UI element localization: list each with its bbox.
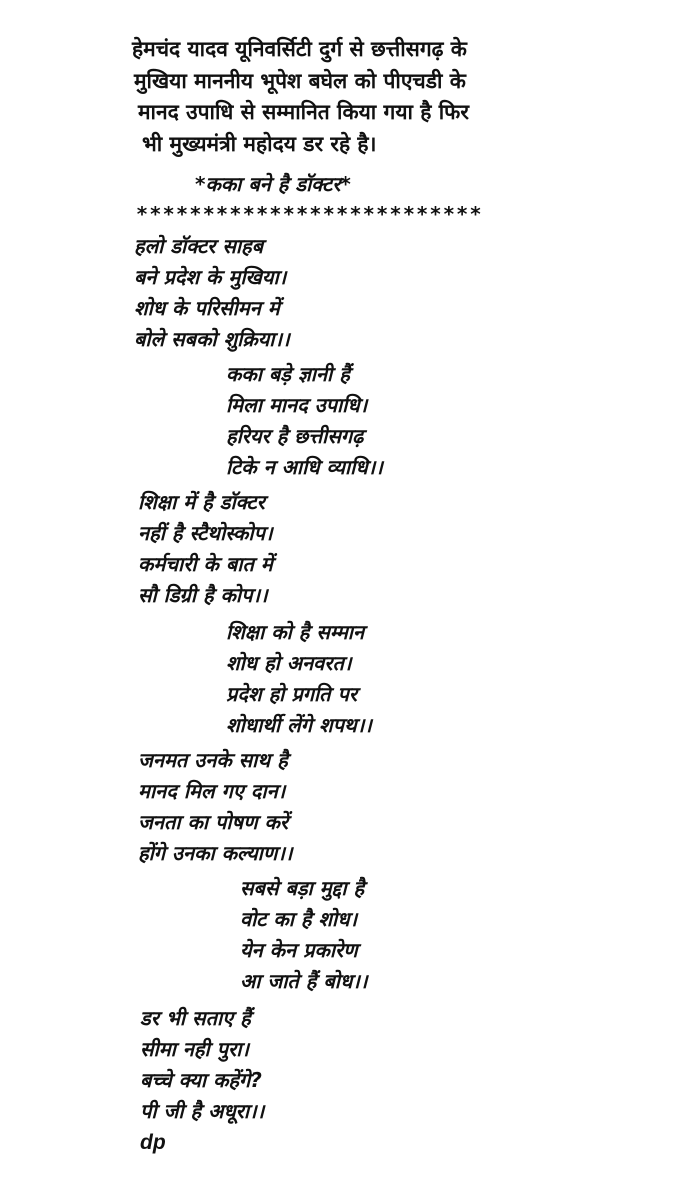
intro-line: हेमचंद यादव यूनिवर्सिटी दुर्ग से छत्तीसगढ़ के bbox=[132, 37, 467, 61]
poem-title: *कका बने है डॉक्टर* bbox=[195, 172, 351, 196]
poem-line: जनमत उनके साथ है bbox=[138, 748, 288, 772]
poem-line: टिके न आधि व्याधि।। bbox=[226, 455, 383, 479]
poem-line: शिक्षा को है सम्मान bbox=[226, 620, 365, 644]
poem-line: कका बड़े ज्ञानी हैं bbox=[226, 362, 350, 386]
poem-line: नहीं है स्टैथोस्कोप। bbox=[138, 521, 273, 545]
poem-line: आ जाते हैं बोध।। bbox=[240, 969, 368, 993]
poem-line: मानद मिल गए दान। bbox=[138, 779, 286, 803]
poem-line: होंगे उनका कल्याण।। bbox=[138, 841, 293, 865]
poem-line: शोधार्थी लेंगे शपथ।। bbox=[226, 713, 372, 737]
poem-line: हलो डॉक्टर साहब bbox=[134, 234, 264, 258]
poem-line: जनता का पोषण करें bbox=[138, 810, 289, 834]
poem-line: बोले सबको शुक्रिया।। bbox=[134, 327, 290, 351]
poem-line: बने प्रदेश के मुखिया। bbox=[134, 265, 287, 289]
poem-line: डर भी सताए हैं bbox=[140, 1006, 251, 1030]
poem-line: कर्मचारी के बात में bbox=[138, 552, 273, 576]
intro-paragraph bbox=[132, 34, 562, 160]
poem-line: वोट का है शोध। bbox=[240, 907, 358, 931]
poem-line: येन केन प्रकारेण bbox=[240, 938, 358, 962]
intro-line: भी मुख्यमंत्री महोदय डर रहे है। bbox=[142, 131, 377, 156]
asterisk-divider: ************************** bbox=[136, 202, 483, 226]
poem-line: शिक्षा में है डॉक्टर bbox=[138, 490, 265, 514]
signature: dp bbox=[140, 1131, 166, 1154]
poem-line: शोध हो अनवरत। bbox=[226, 651, 352, 675]
poem-line: सीमा नही पुरा। bbox=[140, 1037, 249, 1061]
poem-line: सौ डिग्री है कोप।। bbox=[138, 583, 268, 607]
intro-line: मानद उपाधि से सम्मानित किया गया है फिर bbox=[138, 100, 469, 124]
poem-line: बच्चे क्या कहेंगे? bbox=[140, 1068, 262, 1092]
poem-line: प्रदेश हो प्रगति पर bbox=[226, 682, 358, 706]
intro-line: मुखिया माननीय भूपेश बघेल को पीएचडी के bbox=[134, 68, 466, 93]
poem-line: शोध के परिसीमन में bbox=[134, 296, 280, 320]
poem-line: हरियर है छत्तीसगढ़ bbox=[226, 424, 364, 448]
poem-line: पी जी है अधूरा।। bbox=[140, 1099, 265, 1123]
poem-line: सबसे बड़ा मुद्दा है bbox=[240, 876, 365, 900]
poem-line: मिला मानद उपाधि। bbox=[226, 393, 368, 417]
